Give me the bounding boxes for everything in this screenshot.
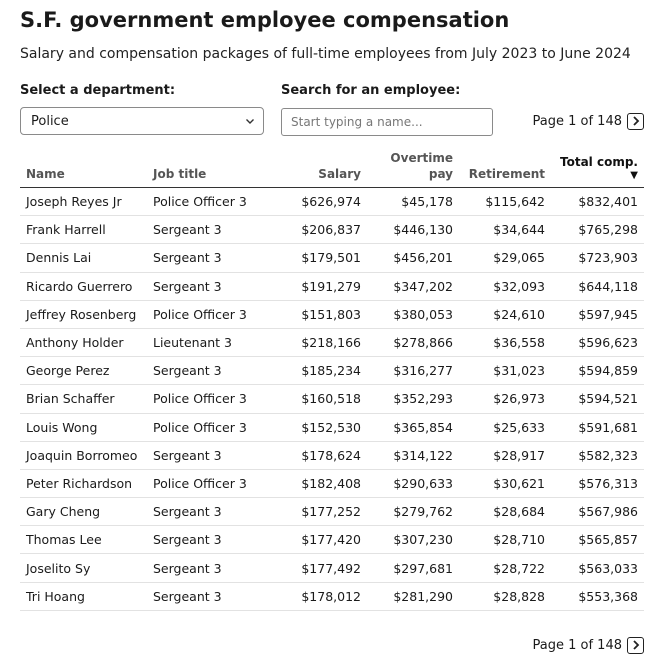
table-row — [20, 582, 644, 610]
cell-job-title: Sergeant 3 — [147, 498, 275, 526]
cell-overtime-pay: $446,130 — [367, 216, 459, 244]
cell-name: Jeffrey Rosenberg — [20, 300, 147, 328]
cell-name: Brian Schaffer — [20, 385, 147, 413]
department-select-value: Police — [31, 114, 69, 129]
cell-retirement: $29,065 — [459, 244, 551, 272]
cell-salary: $177,420 — [275, 526, 367, 554]
table-row — [20, 385, 644, 413]
cell-name: Anthony Holder — [20, 328, 147, 356]
cell-job-title: Sergeant 3 — [147, 272, 275, 300]
cell-overtime-pay: $380,053 — [367, 300, 459, 328]
pagination-bottom-text: Page 1 of 148 — [532, 638, 622, 653]
compensation-table — [20, 150, 644, 611]
pagination-top — [533, 113, 644, 130]
department-label: Select a department: — [20, 83, 176, 98]
cell-total-comp: $565,857 — [551, 526, 644, 554]
cell-retirement: $28,710 — [459, 526, 551, 554]
cell-total-comp: $597,945 — [551, 300, 644, 328]
cell-salary: $160,518 — [275, 385, 367, 413]
cell-salary: $151,803 — [275, 300, 367, 328]
cell-overtime-pay: $278,866 — [367, 328, 459, 356]
cell-salary: $182,408 — [275, 469, 367, 497]
table-row — [20, 413, 644, 441]
cell-name: Frank Harrell — [20, 216, 147, 244]
cell-retirement: $28,828 — [459, 582, 551, 610]
column-header-total-comp[interactable] — [551, 150, 644, 188]
cell-total-comp: $563,033 — [551, 554, 644, 582]
cell-overtime-pay: $297,681 — [367, 554, 459, 582]
cell-job-title: Sergeant 3 — [147, 526, 275, 554]
cell-total-comp: $594,521 — [551, 385, 644, 413]
next-page-button-top[interactable] — [627, 113, 644, 130]
chevron-down-icon — [245, 108, 255, 145]
cell-overtime-pay: $314,122 — [367, 441, 459, 469]
cell-retirement: $28,684 — [459, 498, 551, 526]
chevron-right-icon — [629, 638, 643, 652]
employee-search-input[interactable] — [281, 108, 493, 136]
table-row — [20, 328, 644, 356]
cell-name: Louis Wong — [20, 413, 147, 441]
cell-salary: $179,501 — [275, 244, 367, 272]
cell-retirement: $28,722 — [459, 554, 551, 582]
cell-total-comp: $596,623 — [551, 328, 644, 356]
cell-job-title: Sergeant 3 — [147, 357, 275, 385]
page-subtitle: Salary and compensation packages of full-time employees from July 2023 to June 2024 — [20, 46, 631, 62]
search-label: Search for an employee: — [281, 83, 461, 98]
cell-name: George Perez — [20, 357, 147, 385]
overtime-header-line1: Overtime — [390, 151, 453, 165]
cell-salary: $218,166 — [275, 328, 367, 356]
cell-total-comp: $765,298 — [551, 216, 644, 244]
table-row — [20, 441, 644, 469]
table-row — [20, 357, 644, 385]
cell-overtime-pay: $456,201 — [367, 244, 459, 272]
cell-salary: $178,012 — [275, 582, 367, 610]
column-header-salary[interactable]: Salary — [275, 150, 367, 188]
cell-total-comp: $567,986 — [551, 498, 644, 526]
cell-retirement: $24,610 — [459, 300, 551, 328]
cell-name: Gary Cheng — [20, 498, 147, 526]
cell-retirement: $31,023 — [459, 357, 551, 385]
cell-total-comp: $582,323 — [551, 441, 644, 469]
page-title: S.F. government employee compensation — [20, 8, 510, 32]
cell-name: Peter Richardson — [20, 469, 147, 497]
cell-job-title: Police Officer 3 — [147, 413, 275, 441]
cell-name: Joselito Sy — [20, 554, 147, 582]
cell-retirement: $34,644 — [459, 216, 551, 244]
cell-total-comp: $576,313 — [551, 469, 644, 497]
cell-retirement: $25,633 — [459, 413, 551, 441]
table-row — [20, 244, 644, 272]
cell-retirement: $115,642 — [459, 188, 551, 216]
cell-overtime-pay: $45,178 — [367, 188, 459, 216]
cell-total-comp: $591,681 — [551, 413, 644, 441]
table-header-row — [20, 150, 644, 188]
cell-job-title: Police Officer 3 — [147, 300, 275, 328]
cell-salary: $206,837 — [275, 216, 367, 244]
cell-overtime-pay: $316,277 — [367, 357, 459, 385]
column-header-name[interactable]: Name — [20, 150, 147, 188]
cell-total-comp: $553,368 — [551, 582, 644, 610]
pagination-top-text: Page 1 of 148 — [532, 114, 622, 129]
cell-retirement: $26,973 — [459, 385, 551, 413]
cell-name: Joaquin Borromeo — [20, 441, 147, 469]
chevron-right-icon — [629, 114, 643, 128]
total-comp-header-label: Total comp. — [560, 155, 638, 169]
cell-job-title: Police Officer 3 — [147, 385, 275, 413]
cell-salary: $185,234 — [275, 357, 367, 385]
table-body — [20, 188, 644, 611]
cell-overtime-pay: $279,762 — [367, 498, 459, 526]
cell-name: Dennis Lai — [20, 244, 147, 272]
department-select[interactable] — [20, 107, 264, 135]
cell-retirement: $32,093 — [459, 272, 551, 300]
cell-salary: $191,279 — [275, 272, 367, 300]
table-row — [20, 272, 644, 300]
column-header-overtime-pay[interactable] — [367, 150, 459, 188]
cell-overtime-pay: $352,293 — [367, 385, 459, 413]
cell-salary: $178,624 — [275, 441, 367, 469]
cell-job-title: Sergeant 3 — [147, 441, 275, 469]
cell-name: Ricardo Guerrero — [20, 272, 147, 300]
table-row — [20, 554, 644, 582]
column-header-retirement[interactable]: Retirement — [459, 150, 551, 188]
cell-name: Joseph Reyes Jr — [20, 188, 147, 216]
table-row — [20, 469, 644, 497]
cell-total-comp: $644,118 — [551, 272, 644, 300]
cell-overtime-pay: $347,202 — [367, 272, 459, 300]
cell-name: Tri Hoang — [20, 582, 147, 610]
table-row — [20, 526, 644, 554]
table-row — [20, 498, 644, 526]
table-row — [20, 216, 644, 244]
cell-retirement: $28,917 — [459, 441, 551, 469]
cell-salary: $626,974 — [275, 188, 367, 216]
column-header-job-title[interactable]: Job title — [147, 150, 275, 188]
cell-salary: $177,252 — [275, 498, 367, 526]
cell-job-title: Sergeant 3 — [147, 554, 275, 582]
cell-job-title: Sergeant 3 — [147, 244, 275, 272]
cell-salary: $177,492 — [275, 554, 367, 582]
cell-overtime-pay: $281,290 — [367, 582, 459, 610]
next-page-button-bottom[interactable] — [627, 637, 644, 654]
cell-job-title: Sergeant 3 — [147, 582, 275, 610]
cell-overtime-pay: $290,633 — [367, 469, 459, 497]
cell-total-comp: $723,903 — [551, 244, 644, 272]
cell-retirement: $30,621 — [459, 469, 551, 497]
table-row — [20, 188, 644, 216]
cell-name: Thomas Lee — [20, 526, 147, 554]
cell-job-title: Lieutenant 3 — [147, 328, 275, 356]
cell-retirement: $36,558 — [459, 328, 551, 356]
cell-total-comp: $832,401 — [551, 188, 644, 216]
sort-descending-icon: ▼ — [630, 170, 638, 181]
cell-total-comp: $594,859 — [551, 357, 644, 385]
cell-overtime-pay: $307,230 — [367, 526, 459, 554]
pagination-bottom — [533, 637, 644, 654]
cell-job-title: Police Officer 3 — [147, 469, 275, 497]
cell-job-title: Sergeant 3 — [147, 216, 275, 244]
cell-overtime-pay: $365,854 — [367, 413, 459, 441]
overtime-header-line2: pay — [428, 167, 453, 181]
cell-job-title: Police Officer 3 — [147, 188, 275, 216]
table-row — [20, 300, 644, 328]
cell-salary: $152,530 — [275, 413, 367, 441]
